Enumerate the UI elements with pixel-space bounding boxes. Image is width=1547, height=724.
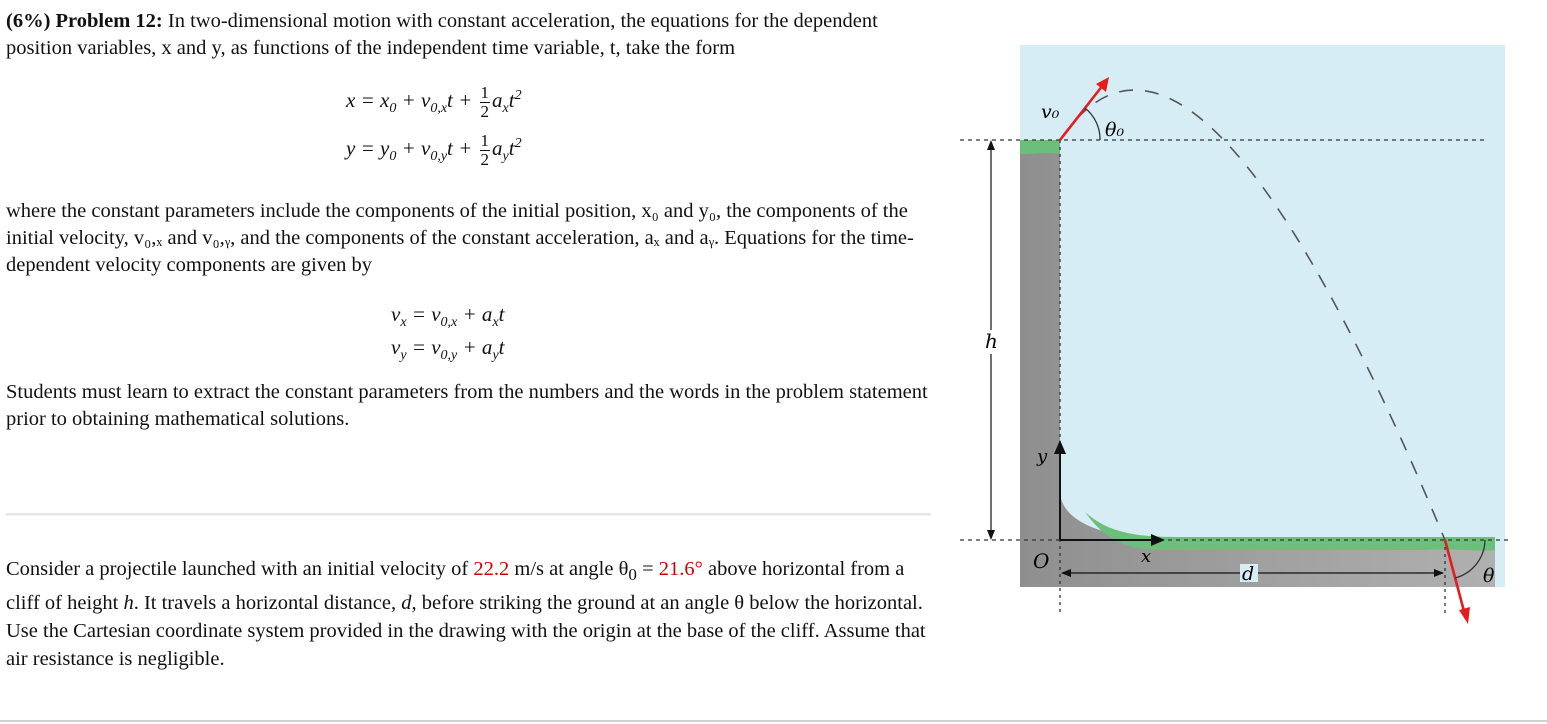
- problem-statement: [6, 8, 931, 433]
- cliff-top-grass: [1020, 140, 1060, 154]
- label-h: h: [985, 329, 998, 353]
- equation-y: $y = y_0 + v_{0,y}t$ + $\frac{1}{2}$ $a_yt^2$: [346, 130, 522, 169]
- problem-header: (6%) Problem 12:: [6, 10, 163, 32]
- impact-velocity-arrowhead: [1459, 607, 1470, 624]
- problem-intro: [6, 8, 931, 62]
- velocity-unit: m/s: [509, 558, 545, 580]
- label-v0: v₀: [1041, 101, 1060, 123]
- diagram-svg: [955, 40, 1515, 630]
- label-theta0: θ₀: [1105, 119, 1125, 141]
- position-equations: [6, 62, 931, 174]
- label-d: d: [1242, 563, 1255, 585]
- equation-vx: $v_x = v_{0,x} + a_xt$: [391, 302, 505, 331]
- velocity-value: 22.2: [473, 558, 510, 580]
- bottom-rule: [0, 720, 1547, 722]
- angle-value: 21.6°: [658, 558, 703, 580]
- section-divider: [6, 513, 931, 516]
- projectile-diagram: [955, 40, 1515, 630]
- equation-x: $x = x_0 + v_{0,x}t$ + $\frac{1}{2}$ $a_xt^2$: [346, 82, 522, 121]
- parameters-text: where the constant parameters include the components of the initial position, x₀ and y₀, the components of the initial velocity, v₀,ₓ and v₀,ᵧ, and the components of the constant acceleration, aₓ and aᵧ. Equations for the time-dependent velocity components are given by: [6, 200, 914, 276]
- sky-background: [1020, 45, 1505, 587]
- given-statement: Consider a projectile launched with an initial velocity of 22.2 m/s at angle $\theta_0 = 21.6^\circ$ above horizontal from a cliff of height h. It travels a horizontal distance, d, before striking the ground at an angle θ below the horizontal. Use the Cartesian coordinate system provided in the drawing with the origin at the base of the cliff. Assume that air resistance is negligible.: [6, 558, 926, 671]
- fraction-half: $\frac{1}{2}$: [480, 130, 490, 169]
- fraction-half: $\frac{1}{2}$: [480, 82, 490, 121]
- label-origin: O: [1033, 549, 1050, 573]
- velocity-equations: [6, 279, 931, 371]
- students-text: Students must learn to extract the constant parameters from the numbers and the words in the problem statement prior to obtaining mathematical solutions.: [6, 381, 928, 430]
- intro-text: In two-dimensional motion with constant acceleration, the equations for the dependent position variables, x and y, as functions of the independent time variable, t, take the form: [6, 10, 878, 59]
- label-x: x: [1141, 546, 1152, 567]
- label-y: y: [1037, 446, 1048, 467]
- height-arrow-top: [987, 140, 995, 150]
- equation-vy: $v_y = v_{0,y} + a_yt$: [391, 335, 505, 364]
- label-theta: θ: [1483, 565, 1495, 587]
- height-arrow-bottom: [987, 530, 995, 540]
